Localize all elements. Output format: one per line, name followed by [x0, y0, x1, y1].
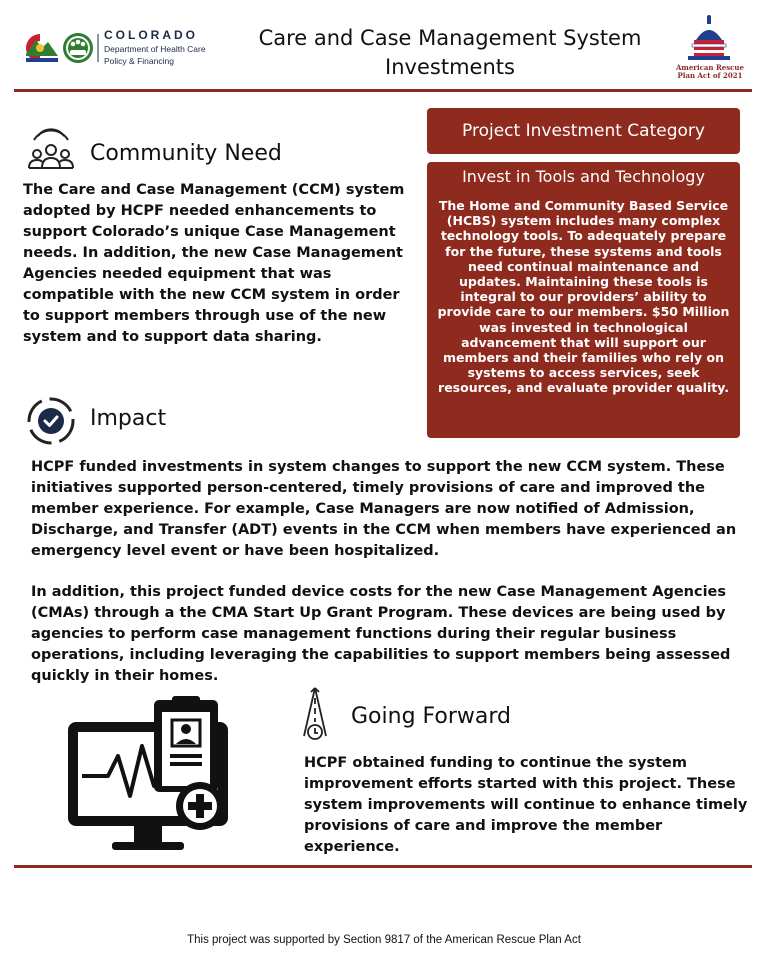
community-need-title: Community Need: [90, 141, 282, 166]
impact-paragraph-2: In addition, this project funded device costs for the new Case Management Agencies (CMAs) through a the CMA Start Up Grant Program. These devices are being used by agencies to perform case management functions during their regular business operations, including leveraging the capabilities to support members being assessed quickly in their homes.: [31, 584, 731, 684]
dept-line-1: Department of Health Care: [104, 44, 206, 54]
community-need-text: The Care and Case Management (CCM) system adopted by HCPF needed enhancements to support Colorado’s unique Case Management needs. In addition, the new Case Management Agencies needed equipment that was compatible with the new CCM system in order to support members through use of the new system and to support data sharing.: [23, 182, 405, 345]
going-forward-title: Going Forward: [351, 704, 511, 729]
investment-category-label: Project Investment Category: [462, 121, 705, 141]
investment-category-title: Invest in Tools and Technology: [462, 167, 705, 186]
page-title: [240, 24, 660, 82]
impact-paragraph-1: HCPF funded investments in system changes to support the new CCM system. These initiatives supported person-centered, timely provisions of care and improved the member experience. For example, Case Managers are now notified of Admission, Discharge, and Transfer (ADT) events in the CCM when members have experienced an emergency level event or have been hospitalized.: [31, 459, 737, 559]
arpa-logo-text: [660, 64, 760, 80]
investment-category-header: [427, 108, 740, 154]
dept-line-2: Policy & Financing: [104, 56, 174, 66]
community-people-icon: [26, 126, 76, 178]
impact-check-icon: [26, 396, 76, 446]
page-header: [0, 0, 768, 92]
arpa-line-1: American Rescue: [676, 63, 744, 72]
bottom-divider: [14, 865, 752, 868]
investment-category-box: [427, 162, 740, 438]
colorado-dept-text: [104, 28, 206, 66]
arpa-line-2: Plan Act of 2021: [677, 71, 743, 80]
org-name: COLORADO: [104, 28, 198, 42]
page-title-line-1: Care and Case Management System: [258, 26, 642, 50]
header-divider: [14, 89, 752, 92]
impact-title: Impact: [90, 406, 167, 431]
footer-note: This project was supported by Section 9817 of the American Rescue Plan Act: [187, 934, 581, 946]
investment-category-text: The Home and Community Based Service (HCBS) system includes many complex technology tools. To adequately prepare for the future, these systems and tools need continual maintenance and updates. Maintaining these tools is integral to our providers’ ability to provide care to our members. $50 Million was invested in technological advancement that will support our members and their families who rely on systems to access services, seek resources, and evaluate provider quality.: [437, 198, 730, 396]
going-forward-text: HCPF obtained funding to continue the system improvement efforts started with this project. These system improvements will continue to enhance timely provisions of care and improve the member experience.: [304, 755, 748, 855]
medical-monitor-icon: [68, 696, 248, 854]
page-title-line-2: Investments: [385, 55, 515, 79]
road-forward-icon: [300, 686, 330, 744]
